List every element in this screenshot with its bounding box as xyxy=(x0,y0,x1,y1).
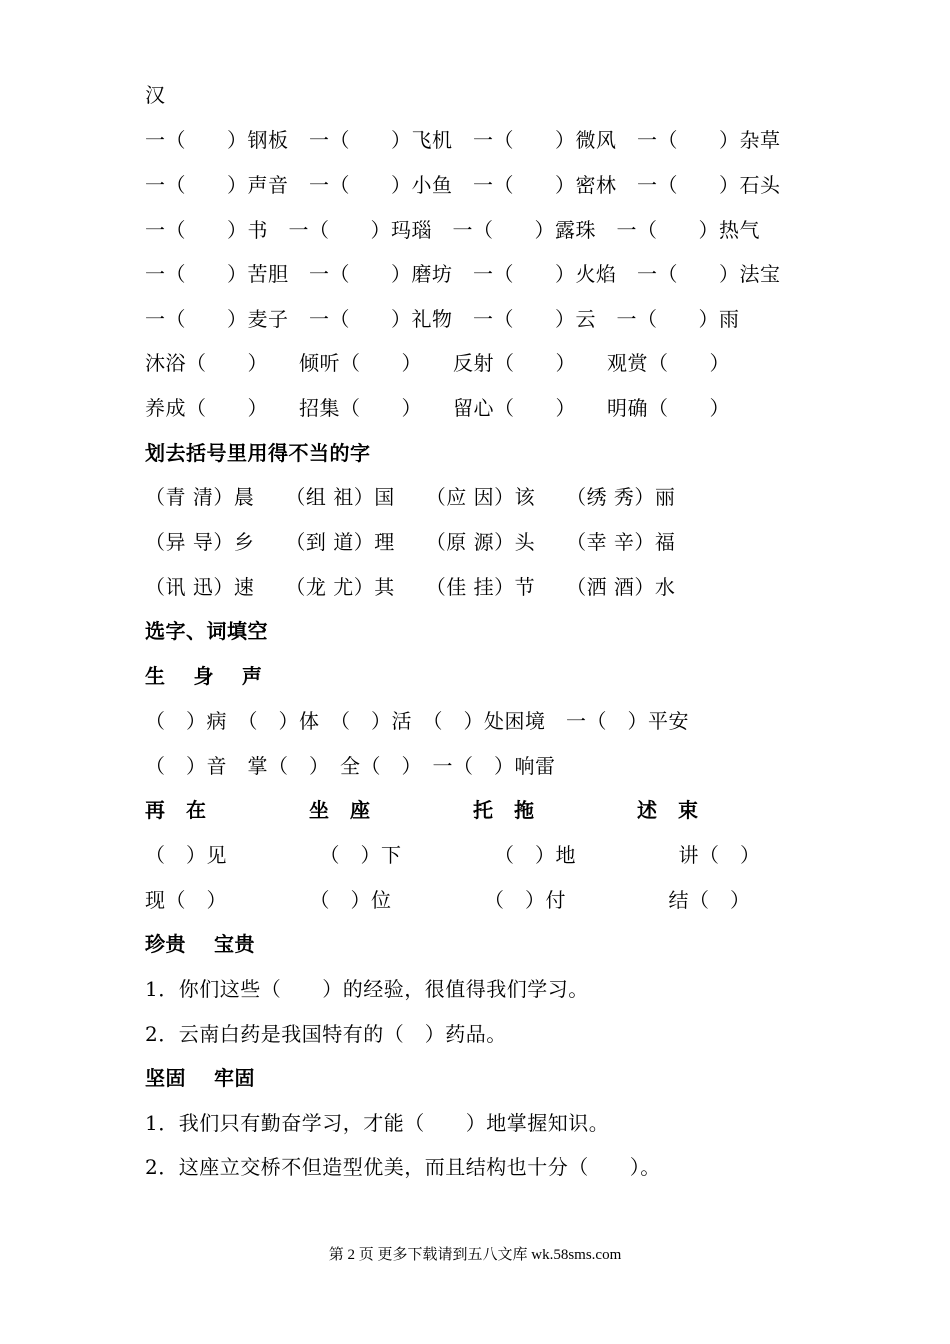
char-choice-row: （青 清）晨 （组 祖）国 （应 因）该 （绣 秀）丽 xyxy=(145,485,676,509)
fill-blank-row: （ ）音 掌（ ） 全（ ） 一（ ）响雷 xyxy=(145,754,556,778)
page-footer: 第 2 页 更多下载请到五八文库 wk.58sms.com xyxy=(328,1247,622,1263)
sentence-item: 2．云南白药是我国特有的（ ）药品。 xyxy=(145,1022,507,1046)
word-group-heading: 再 在 坐 座 托 拖 述 束 xyxy=(145,798,699,822)
measure-word-row: 一（ ）苦胆 一（ ）磨坊 一（ ）火焰 一（ ）法宝 xyxy=(145,262,781,286)
sentence-item: 2．这座立交桥不但造型优美，而且结构也十分（ ）。 xyxy=(145,1155,661,1179)
collocation-row: 养成（ ） 招集（ ） 留心（ ） 明确（ ） xyxy=(145,396,730,420)
sentence-item: 1．我们只有勤奋学习，才能（ ）地掌握知识。 xyxy=(145,1111,610,1135)
section-heading: 选字、词填空 xyxy=(145,619,268,643)
sentence-item: 1．你们这些（ ）的经验，很值得我们学习。 xyxy=(145,977,589,1001)
char-choice-row: （异 导）乡 （到 道）理 （原 源）头 （幸 辛）福 xyxy=(145,530,676,554)
section-heading: 划去括号里用得不当的字 xyxy=(145,441,371,465)
char-choice-row: （讯 迅）速 （龙 尤）其 （佳 挂）节 （洒 酒）水 xyxy=(145,575,676,599)
collocation-row: 沐浴（ ） 倾听（ ） 反射（ ） 观赏（ ） xyxy=(145,351,730,375)
fill-blank-row: （ ）见 （ ）下 （ ）地 讲（ ） xyxy=(145,843,761,867)
measure-word-row: 一（ ）书 一（ ）玛瑙 一（ ）露珠 一（ ）热气 xyxy=(145,218,760,242)
measure-word-row: 一（ ）钢板 一（ ）飞机 一（ ）微风 一（ ）杂草 xyxy=(145,128,781,152)
fill-blank-row: （ ）病 （ ）体 （ ）活 （ ）处困境 一（ ）平安 xyxy=(145,709,689,733)
fill-blank-row: 现（ ） （ ）位 （ ）付 结（ ） xyxy=(145,888,751,912)
word-group-heading: 坚固 牢固 xyxy=(145,1066,255,1090)
text-line: 汉 xyxy=(145,83,166,107)
measure-word-row: 一（ ）麦子 一（ ）礼物 一（ ）云 一（ ）雨 xyxy=(145,307,740,331)
word-group-heading: 生 身 声 xyxy=(145,664,263,688)
word-group-heading: 珍贵 宝贵 xyxy=(145,932,255,956)
measure-word-row: 一（ ）声音 一（ ）小鱼 一（ ）密林 一（ ）石头 xyxy=(145,173,781,197)
